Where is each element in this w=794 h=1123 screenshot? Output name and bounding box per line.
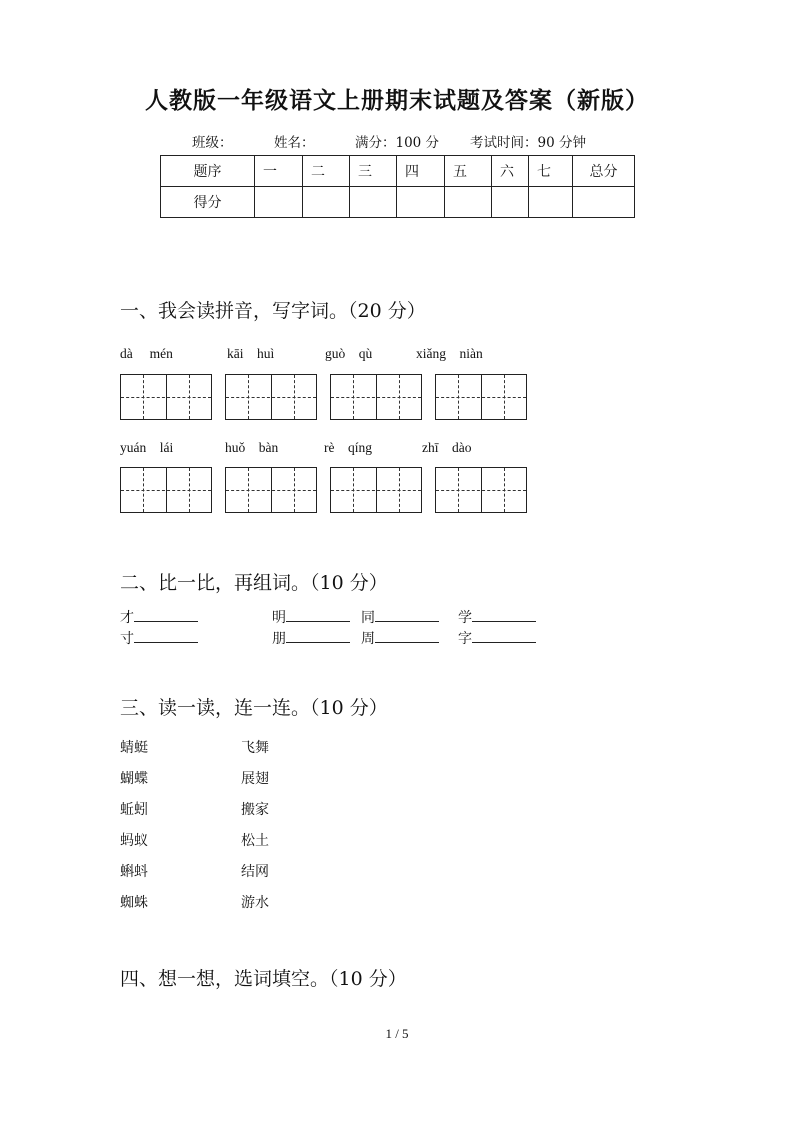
pinyin-label: xiǎng niàn	[416, 346, 483, 361]
score-header-cell: 二	[303, 156, 350, 187]
compare-char: 才	[120, 610, 134, 626]
score-cell[interactable]	[350, 187, 397, 218]
word-blank[interactable]	[272, 628, 350, 648]
score-header-cell: 五	[445, 156, 492, 187]
match-right-item[interactable]: 松土	[241, 833, 269, 849]
match-left-item[interactable]: 蜻蜓	[120, 740, 148, 756]
match-right-item[interactable]: 展翅	[241, 771, 269, 787]
word-blank[interactable]	[120, 607, 198, 627]
score-cell[interactable]	[529, 187, 573, 218]
score-header-cell: 四	[397, 156, 445, 187]
writing-grid[interactable]	[120, 374, 212, 420]
score-table-header-row	[161, 156, 635, 187]
score-cell[interactable]	[445, 187, 492, 218]
score-header-cell: 一	[255, 156, 303, 187]
match-left-item[interactable]: 蜘蛛	[120, 895, 148, 911]
pinyin-label: rè qíng	[324, 440, 372, 455]
score-cell[interactable]	[397, 187, 445, 218]
section-4-title: 四、想一想，选词填空。（10 分）	[120, 968, 407, 990]
writing-grid[interactable]	[330, 467, 422, 513]
score-table-score-row	[161, 187, 635, 218]
writing-grid[interactable]	[330, 374, 422, 420]
full-score-label: 满分：100 分	[355, 135, 440, 151]
score-header-cell: 六	[492, 156, 529, 187]
compare-char: 周	[361, 631, 375, 647]
match-left-item[interactable]: 蝴蝶	[120, 771, 148, 787]
page-title: 人教版一年级语文上册期末试题及答案（新版）	[145, 87, 649, 114]
score-table	[160, 155, 635, 218]
class-label: 班级：	[192, 135, 233, 151]
compare-char: 朋	[272, 631, 286, 647]
word-blank[interactable]	[361, 607, 439, 627]
writing-grid[interactable]	[435, 374, 527, 420]
score-header-cell: 题序	[161, 156, 255, 187]
pinyin-label: dà mén	[120, 346, 173, 361]
pinyin-label: huǒ bàn	[225, 440, 279, 455]
score-cell[interactable]	[573, 187, 635, 218]
compare-char: 明	[272, 610, 286, 626]
pinyin-label: kāi huì	[227, 346, 275, 361]
score-header-cell: 三	[350, 156, 397, 187]
word-blank[interactable]	[272, 607, 350, 627]
match-right-item[interactable]: 飞舞	[241, 740, 269, 756]
compare-char: 字	[458, 631, 472, 647]
match-left-item[interactable]: 蚯蚓	[120, 802, 148, 818]
compare-char: 学	[458, 610, 472, 626]
section-2-title: 二、比一比，再组词。（10 分）	[120, 572, 388, 594]
pinyin-label: guò qù	[325, 346, 373, 361]
score-cell[interactable]	[303, 187, 350, 218]
match-right-item[interactable]: 搬家	[241, 802, 269, 818]
pinyin-label: zhī dào	[422, 440, 472, 455]
score-header-cell: 七	[529, 156, 573, 187]
exam-time-label: 考试时间：90 分钟	[470, 135, 586, 151]
compare-char: 同	[361, 610, 375, 626]
name-label: 姓名：	[274, 135, 315, 151]
match-right-item[interactable]: 结网	[241, 864, 269, 880]
compare-char: 寸	[120, 631, 134, 647]
word-blank[interactable]	[458, 628, 536, 648]
score-cell[interactable]	[255, 187, 303, 218]
writing-grid[interactable]	[435, 467, 527, 513]
match-left-item[interactable]: 蚂蚁	[120, 833, 148, 849]
score-cell[interactable]	[492, 187, 529, 218]
page-number: 1 / 5	[385, 1026, 409, 1041]
section-3-title: 三、读一读，连一连。（10 分）	[120, 697, 388, 719]
pinyin-label: yuán lái	[120, 440, 174, 455]
match-left-item[interactable]: 蝌蚪	[120, 864, 148, 880]
word-blank[interactable]	[361, 628, 439, 648]
section-1-title: 一、我会读拼音，写字词。（20 分）	[120, 300, 426, 322]
word-blank[interactable]	[120, 628, 198, 648]
match-right-item[interactable]: 游水	[241, 895, 269, 911]
word-blank[interactable]	[458, 607, 536, 627]
writing-grid[interactable]	[120, 467, 212, 513]
score-header-cell: 总分	[573, 156, 635, 187]
writing-grid[interactable]	[225, 467, 317, 513]
writing-grid[interactable]	[225, 374, 317, 420]
score-row-label: 得分	[161, 187, 255, 218]
